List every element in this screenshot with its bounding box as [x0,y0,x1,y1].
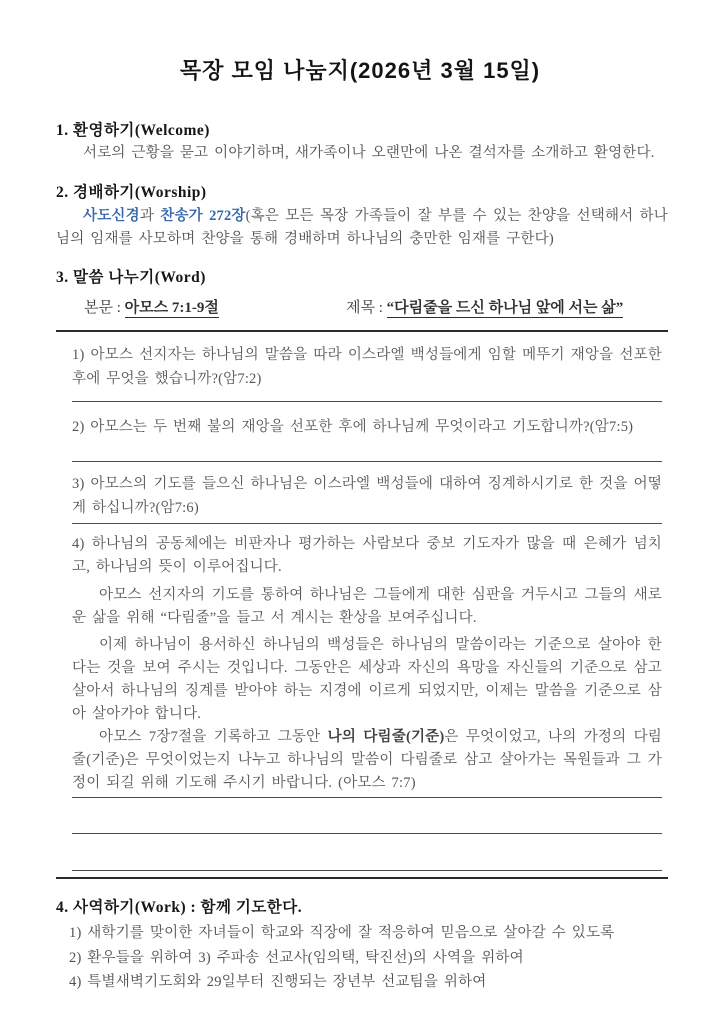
answer-line-2 [72,461,662,462]
worship-connector-text: 과 [139,208,161,224]
section-work-heading: 4. 사역하기(Work) : 함께 기도한다. [56,899,303,916]
page-title: 목장 모임 나눔지(2026년 3월 15일) [179,58,541,83]
application-pre-text: 아모스 7장7절을 기록하고 그동안 [99,729,328,745]
application-post-text: 은 무엇이었고, 나의 가정의 다림줄(기준)은 무엇이었는지 나누고 하나님의 말씀이 다림줄로 삼고 살아가는 목원들과 그 가정이 되길 위해 기도해 주시기 바랍니다. (아모스 7:7) [72,729,662,791]
worship-rest-text: (혹은 모든 목장 가족들이 잘 부를 수 있는 찬양을 선택해서 하나님의 임재를 사모하며 찬양을 통해 경배하며 하나님의 충만한 임재를 구한다) [56,208,668,247]
answer-line-1 [72,401,662,402]
sermon-title-label: 제목 : [346,300,387,316]
answer-line-3 [72,523,662,524]
section-welcome-body: 서로의 근황을 묻고 이야기하며, 새가족이나 오랜만에 나온 결석자를 소개하고 환영한다. [83,145,655,161]
sermon-title-value: “다림줄을 드신 하나님 앞에 서는 삶” [386,300,624,316]
prayer-item-3: 4) 특별새벽기도회와 29일부터 진행되는 장년부 선교팀을 위하여 [69,974,487,990]
commentary-paragraph-4: 4) 하나님의 공동체에는 비판자나 평가하는 사람보다 중보 기도자가 많을 때 은혜가 넘치고, 하나님의 뜻이 이루어집니다. [72,536,662,575]
worship-hymn-text: 찬송가 272장 [160,208,246,224]
section-welcome-heading: 1. 환영하기(Welcome) [56,122,210,139]
question-2: 2) 아모스는 두 번째 불의 재앙을 선포한 후에 하나님께 무엇이라고 기도합니까?(암7:5) [72,419,634,435]
question-3: 3) 아모스의 기도를 들으신 하나님은 이스라엘 백성들에 대하여 징계하시기로 한 것을 어떻게 하십니까?(암7:6) [72,476,662,516]
sermon-title-group [346,296,668,317]
worship-creed-text: 사도신경 [83,208,140,224]
prayer-item-1: 1) 새학기를 맞이한 자녀들이 학교와 직장에 잘 적응하여 믿음으로 살아갈 수 있도록 [69,925,615,941]
document-content [0,118,720,995]
commentary-paragraph-6: 이제 하나님이 용서하신 하나님의 백성들은 하나님의 말씀이라는 기준으로 살아야 한다는 것을 보여 주시는 것입니다. 그동안은 세상과 자신의 욕망을 자신들의 기준으로 삼고 살아서 하나님의 징계를 받아야 하는 지경에 이르게 되었지만, 이제는 말씀을 기준으로 삼아 살아가야 합니다. [72,637,662,722]
section-worship-heading: 2. 경배하기(Worship) [56,184,207,201]
passage-group [84,296,346,317]
passage-title-row [56,296,668,317]
prayer-item-2: 2) 환우들을 위하여 3) 주파송 선교사(임의택, 탁진선)의 사역을 위하여 [69,949,524,966]
section-word-heading: 3. 말씀 나누기(Word) [56,269,206,286]
commentary-paragraph-5: 아모스 선지자의 기도를 통하여 하나님은 그들에게 대한 심판을 거두시고 그들의 새로운 삶을 위해 “다림줄”을 들고 서 계시는 환상을 보여주십니다. [72,587,662,626]
passage-label: 본문 : [84,300,125,316]
passage-value: 아모스 7:1-9절 [124,300,219,316]
question-1: 1) 아모스 선지자는 하나님의 말씀을 따라 이스라엘 백성들에게 임할 메뚜기 재앙을 선포한 후에 무엇을 했습니까?(암7:2) [72,347,662,387]
answer-line-4 [72,797,662,798]
answer-line-5 [72,833,662,834]
prayer-items [56,921,668,995]
question-box [56,330,668,879]
application-bold-text: 나의 다림줄(기준) [327,729,445,745]
answer-line-6 [72,870,662,871]
section-worship-body [56,205,668,251]
application-paragraph [72,726,662,795]
